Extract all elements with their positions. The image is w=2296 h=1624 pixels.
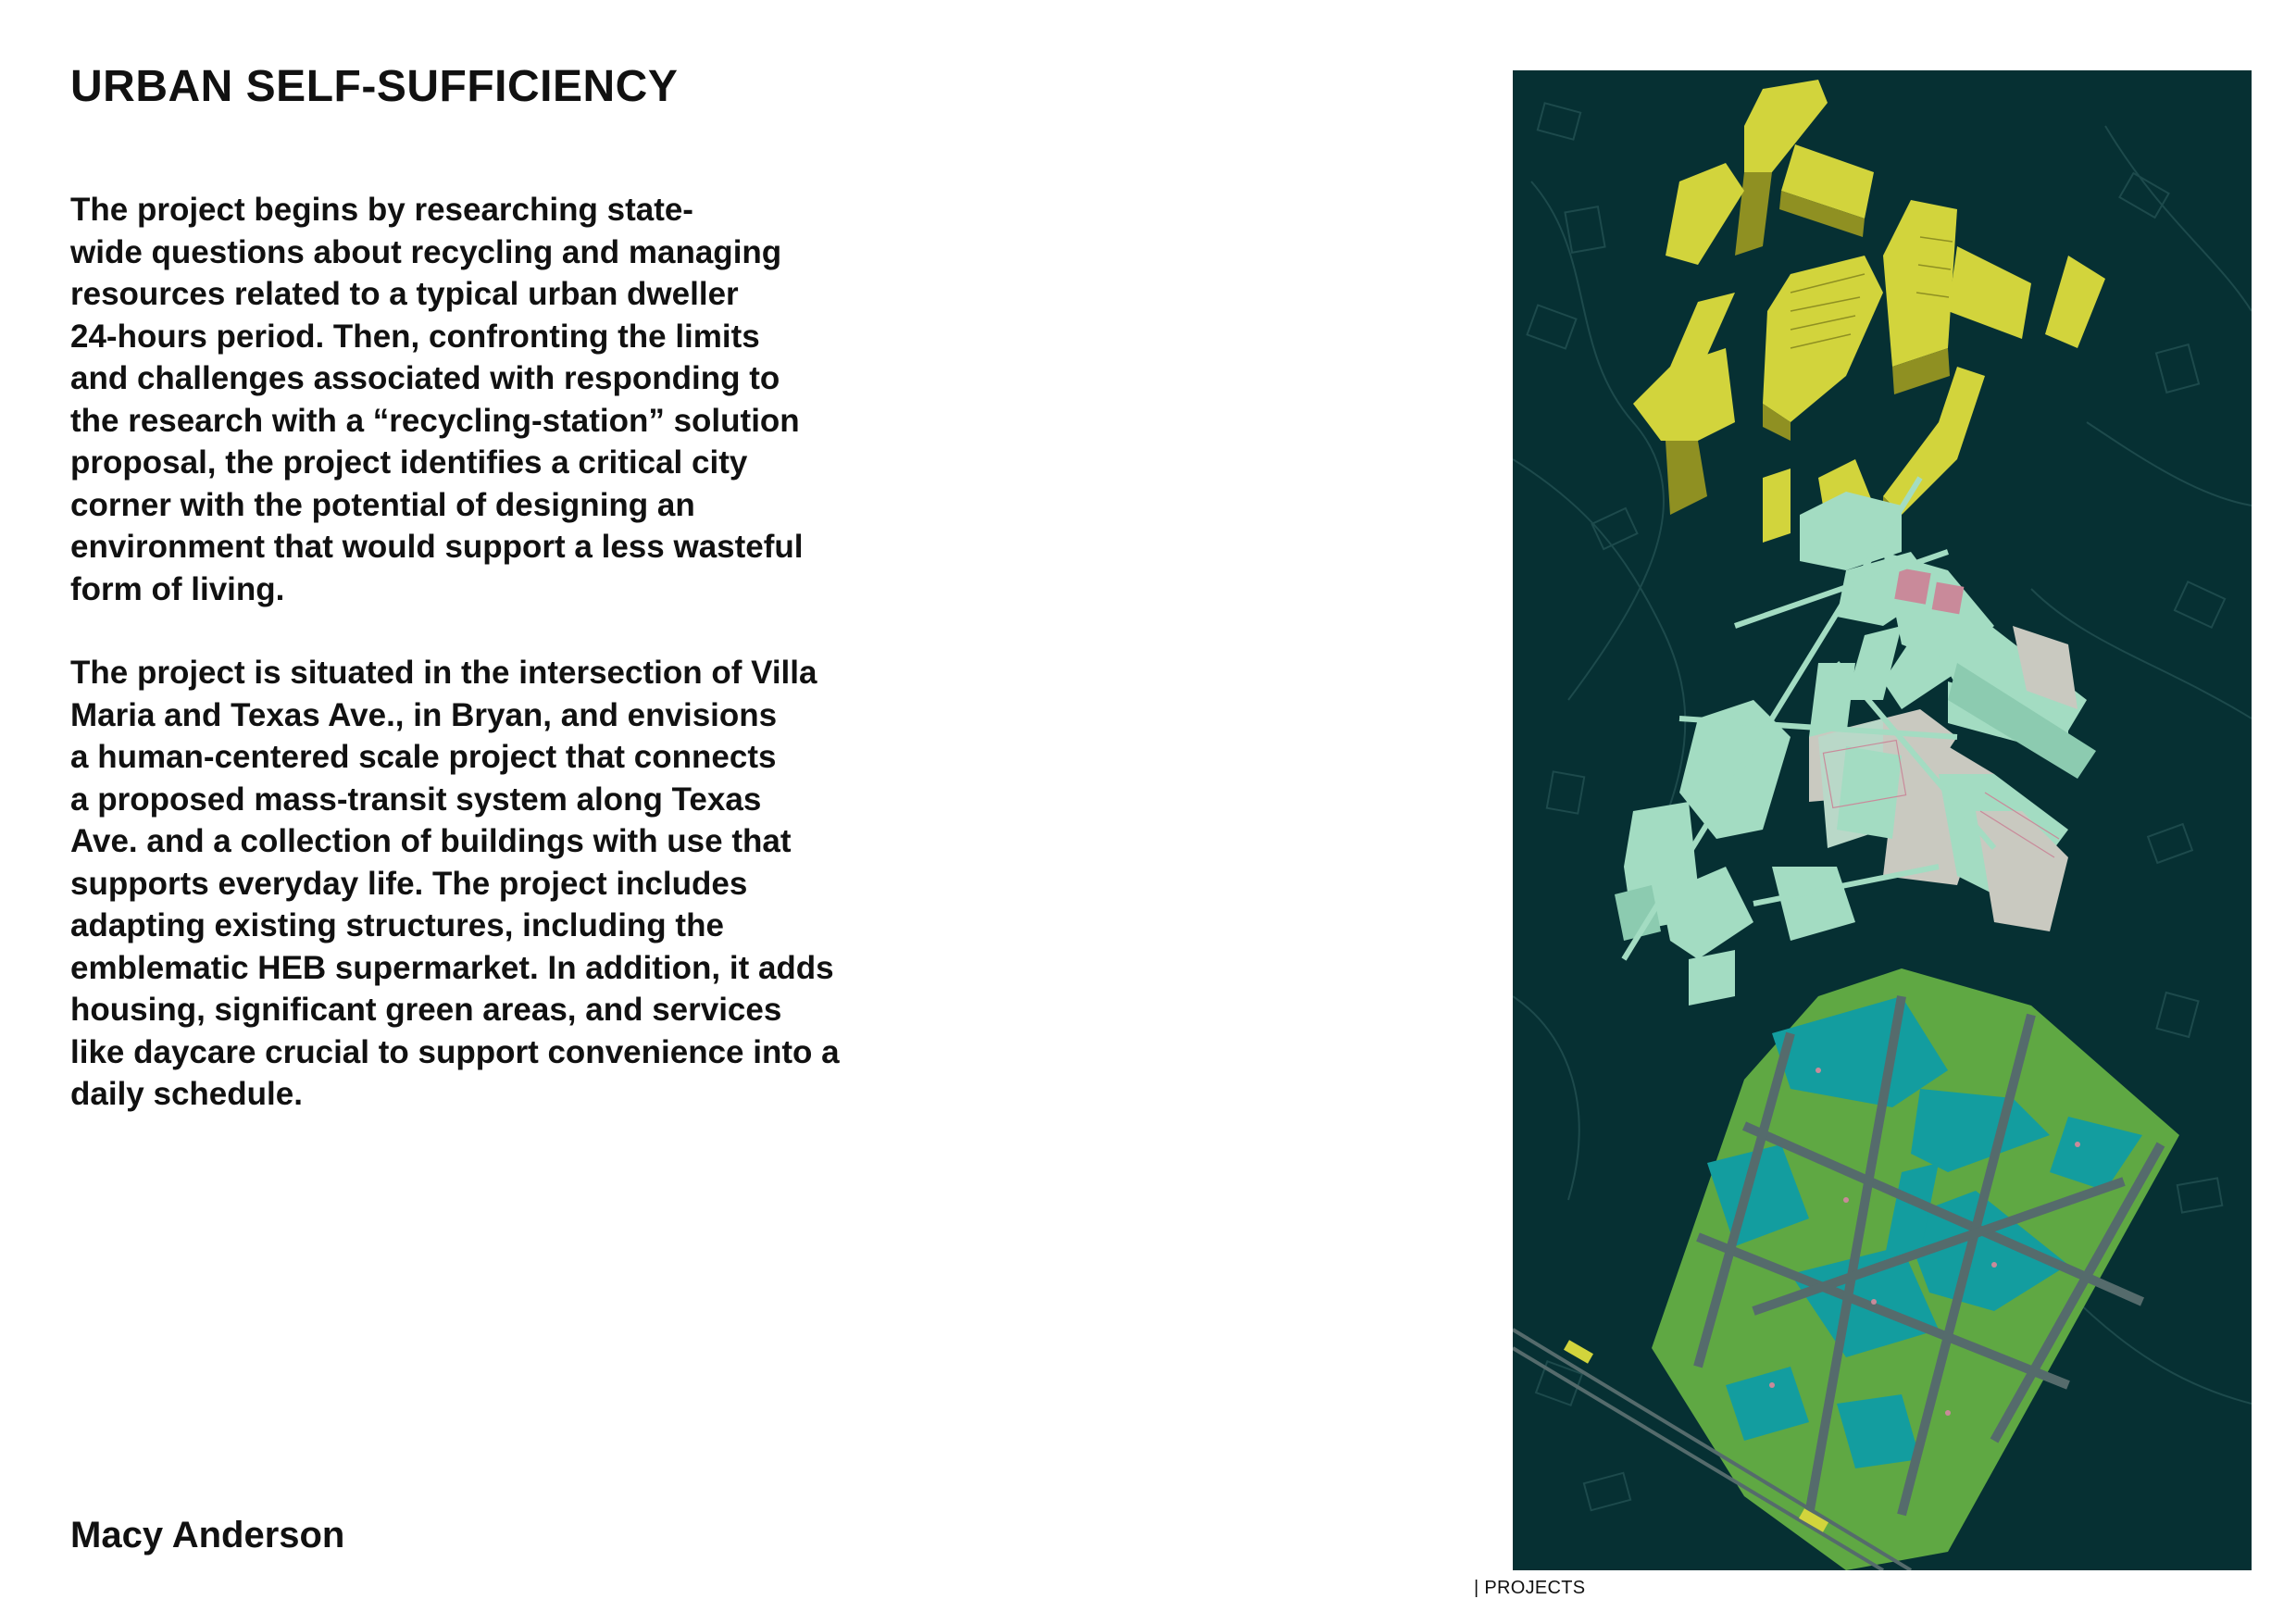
ground-layer: [1513, 968, 2179, 1570]
paragraph-line: daily schedule.: [70, 1076, 303, 1112]
paragraph-line: 24-hours period. Then, confronting the limits: [70, 318, 760, 355]
paragraph-line: The project is situated in the intersection of Villa: [70, 655, 817, 691]
paragraph-line: like daycare crucial to support convenience into a: [70, 1033, 840, 1070]
paragraph-line: supports everyday life. The project includes: [70, 865, 748, 902]
facility-layer: [1615, 478, 2096, 1006]
paragraph-line: a human-centered scale project that connects: [70, 739, 777, 775]
paragraph-line: resources related to a typical urban dweller: [70, 276, 739, 312]
paragraph-line: the research with a “recycling-station” solution: [70, 402, 800, 439]
author-name: Macy Anderson: [70, 1515, 345, 1555]
paragraph-line: form of living.: [70, 570, 285, 607]
site-paragraph: [70, 652, 885, 1116]
intro-paragraph: [70, 189, 885, 610]
paragraph-line: corner with the potential of designing an: [70, 486, 695, 523]
paragraph-line: Ave. and a collection of buildings with use that: [70, 823, 792, 859]
paragraph-line: environment that would support a less wasteful: [70, 529, 804, 565]
paragraph-line: emblematic HEB supermarket. In addition, it adds: [70, 949, 834, 986]
paragraph-line: housing, significant green areas, and services: [70, 992, 782, 1028]
housing-layer: [1633, 80, 2105, 543]
paragraph-line: Maria and Texas Ave., in Bryan, and envisions: [70, 696, 778, 733]
page-title: URBAN SELF-SUFFICIENCY: [70, 62, 679, 111]
paragraph-line: adapting existing structures, including the: [70, 907, 724, 943]
section-footer: | PROJECTS: [1474, 1578, 1586, 1598]
paragraph-line: wide questions about recycling and managing: [70, 233, 782, 270]
paragraph-line: and challenges associated with responding to: [70, 360, 780, 396]
paragraph-line: The project begins by researching state-: [70, 192, 693, 228]
exploded-axonometric-site-plan: [1513, 70, 2252, 1570]
paragraph-line: a proposed mass-transit system along Texas: [70, 781, 762, 818]
paragraph-line: proposal, the project identifies a critical city: [70, 444, 748, 481]
